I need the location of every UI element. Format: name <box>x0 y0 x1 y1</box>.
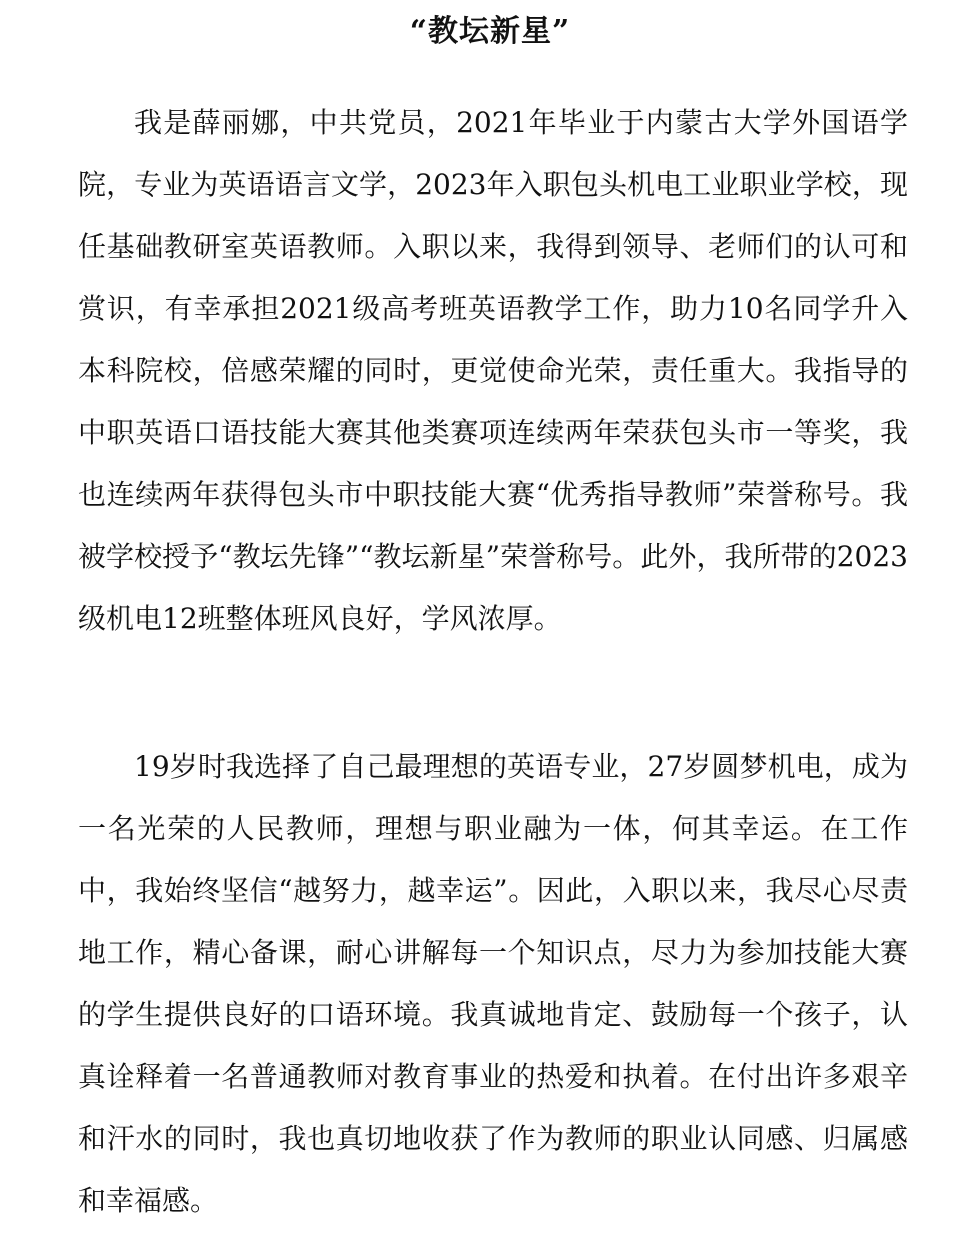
paragraph-1: 我是薛丽娜，中共党员，2021年毕业于内蒙古大学外国语学院，专业为英语语言文学，2023年入职包头机电工业职业学校，现任基础教研室英语教师。入职以来，我得到领导、老师们的认可和赏识，有幸承担2021级高考班英语教学工作，助力10名同学升入本科院校，倍感荣耀的同时，更觉使命光荣，责任重大。我指导的中职英语口语技能大赛其他类赛项连续两年荣获包头市一等奖，我也连续两年获得包头市中职技能大赛“优秀指导教师”荣誉称号。我被学校授予“教坛先锋”“教坛新星”荣誉称号。此外，我所带的2023级机电12班整体班风良好，学风浓厚。 <box>78 106 908 635</box>
paragraph-2: 19岁时我选择了自己最理想的英语专业，27岁圆梦机电，成为一名光荣的人民教师，理想与职业融为一体，何其幸运。在工作中，我始终坚信“越努力，越幸运”。因此，入职以来，我尽心尽责地工作，精心备课，耐心讲解每一个知识点，尽力为参加技能大赛的学生提供良好的口语环境。我真诚地肯定、鼓励每一个孩子，认真诠释着一名普通教师对教育事业的热爱和执着。在付出许多艰辛和汗水的同时，我也真切地收获了作为教师的职业认同感、归属感和幸福感。 <box>78 750 908 1217</box>
document-title: “教坛新星” <box>409 14 571 49</box>
